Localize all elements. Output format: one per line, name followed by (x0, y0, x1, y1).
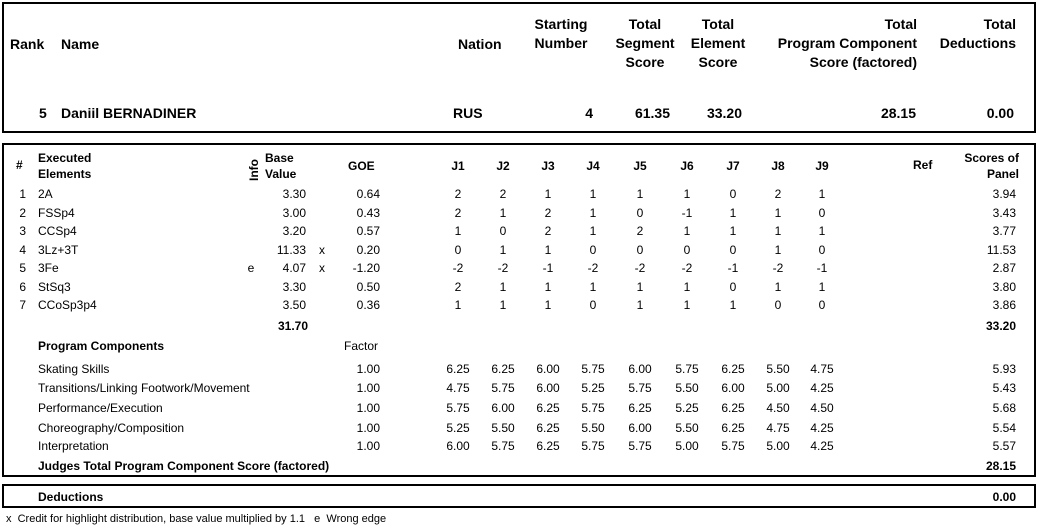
component-judge-9: 4.25 (810, 381, 834, 395)
element-score: 3.94 (992, 187, 1016, 201)
element-judge-7: 0 (729, 280, 737, 294)
element-judge-1: 0 (454, 243, 462, 257)
component-judge-3: 6.00 (536, 362, 560, 376)
total-deductions-header: Total Deductions (939, 16, 1016, 51)
elements-score-total: 33.20 (985, 319, 1016, 333)
deductions-value: 0.00 (992, 490, 1016, 504)
element-judge-7: 0 (729, 187, 737, 201)
executed-elements-header: Executed Elements (38, 151, 92, 181)
element-judge-7: 1 (729, 298, 737, 312)
judge-header-9: J9 (815, 159, 829, 173)
element-goe: 0.50 (356, 280, 380, 294)
component-judge-2: 5.75 (491, 439, 515, 453)
element-judge-9: 1 (818, 224, 826, 238)
nation-header: Nation (458, 36, 502, 52)
component-judge-9: 4.25 (810, 421, 834, 435)
element-judge-2: 0 (499, 224, 507, 238)
element-base-value: 3.30 (282, 280, 306, 294)
ref-header: Ref (913, 158, 933, 172)
judge-header-2: J2 (496, 159, 510, 173)
component-factor: 1.00 (356, 381, 380, 395)
name-header: Name (61, 36, 100, 52)
element-judge-5: 1 (636, 187, 644, 201)
element-judge-9: 1 (818, 187, 826, 201)
info-header: Info (247, 159, 261, 181)
element-base-value: 3.00 (282, 206, 306, 220)
component-judge-9: 4.75 (810, 362, 834, 376)
element-judge-6: -1 (681, 206, 693, 220)
component-score: 5.68 (992, 401, 1016, 415)
element-name: 3Fe (38, 261, 59, 275)
program-components-header: Program Components (38, 339, 165, 353)
element-num: 6 (19, 280, 26, 294)
component-judge-7: 6.25 (721, 401, 745, 415)
skater-starting-number: 4 (585, 105, 593, 121)
element-judge-5: 1 (636, 280, 644, 294)
element-base-value: 3.50 (282, 298, 306, 312)
element-judge-4: 0 (589, 298, 597, 312)
component-judge-4: 5.50 (581, 421, 605, 435)
element-judge-5: 0 (636, 206, 644, 220)
skater-nation: RUS (453, 105, 483, 121)
component-score: 5.43 (992, 381, 1016, 395)
element-judge-4: 1 (589, 206, 597, 220)
element-judge-5: 0 (636, 243, 644, 257)
element-goe: 0.64 (356, 187, 380, 201)
element-judge-1: 2 (454, 280, 462, 294)
element-judge-6: -2 (681, 261, 693, 275)
element-goe: 0.36 (356, 298, 380, 312)
element-judge-6: 1 (683, 224, 691, 238)
component-judge-8: 5.00 (766, 439, 790, 453)
element-judge-4: 1 (589, 224, 597, 238)
element-judge-3: 2 (544, 206, 552, 220)
element-score: 3.86 (992, 298, 1016, 312)
element-judge-4: -2 (587, 261, 599, 275)
element-score: 3.77 (992, 224, 1016, 238)
element-base-value: 3.30 (282, 187, 306, 201)
element-judge-2: 1 (499, 298, 507, 312)
component-judge-7: 6.00 (721, 381, 745, 395)
component-name: Choreography/Composition (38, 421, 185, 435)
element-judge-1: 1 (454, 224, 462, 238)
component-judge-1: 6.25 (446, 362, 470, 376)
element-name: 3Lz+3T (38, 243, 79, 257)
element-judge-8: 1 (774, 243, 782, 257)
element-judge-1: 1 (454, 298, 462, 312)
element-num: 7 (19, 298, 26, 312)
component-judge-6: 5.00 (675, 439, 699, 453)
component-judge-3: 6.25 (536, 439, 560, 453)
element-info: e (247, 261, 255, 275)
component-factor: 1.00 (356, 439, 380, 453)
element-goe: 0.43 (356, 206, 380, 220)
judge-header-3: J3 (541, 159, 555, 173)
element-x-mark: x (319, 261, 325, 275)
component-judge-9: 4.25 (810, 439, 834, 453)
element-judge-1: 2 (454, 187, 462, 201)
component-judge-4: 5.75 (581, 401, 605, 415)
component-judge-3: 6.00 (536, 381, 560, 395)
element-name: CCSp4 (38, 224, 77, 238)
judge-header-7: J7 (726, 159, 740, 173)
skater-total-pcs: 28.15 (880, 105, 916, 121)
element-base-value: 11.33 (276, 243, 306, 257)
element-judge-9: 0 (818, 243, 826, 257)
element-judge-8: 1 (774, 224, 782, 238)
element-name: FSSp4 (38, 206, 75, 220)
element-judge-2: 1 (499, 243, 507, 257)
component-name: Skating Skills (38, 362, 110, 376)
element-judge-3: -1 (542, 261, 554, 275)
element-judge-2: 1 (499, 280, 507, 294)
component-judge-6: 5.50 (675, 421, 699, 435)
component-judge-1: 5.75 (446, 401, 470, 415)
judge-header-4: J4 (586, 159, 600, 173)
element-judge-4: 0 (589, 243, 597, 257)
element-judge-8: -2 (772, 261, 784, 275)
element-judge-1: 2 (454, 206, 462, 220)
component-judge-7: 5.75 (721, 439, 745, 453)
component-judge-5: 5.75 (628, 381, 652, 395)
element-judge-6: 1 (683, 280, 691, 294)
element-judge-8: 1 (774, 280, 782, 294)
element-judge-8: 0 (774, 298, 782, 312)
component-judge-4: 5.75 (581, 362, 605, 376)
element-judge-9: 1 (818, 280, 826, 294)
component-factor: 1.00 (356, 401, 380, 415)
element-goe: 0.20 (356, 243, 380, 257)
component-judge-3: 6.25 (536, 421, 560, 435)
elements-base-value-total: 31.70 (277, 319, 308, 333)
scores-of-panel-header: Scores of Panel (964, 151, 1019, 181)
element-base-value: 4.07 (282, 261, 306, 275)
component-judge-8: 4.50 (766, 401, 790, 415)
pc-total-label: Judges Total Program Component Score (factored) (38, 459, 330, 473)
element-score: 3.80 (992, 280, 1016, 294)
component-score: 5.93 (992, 362, 1016, 376)
component-judge-8: 4.75 (766, 421, 790, 435)
starting-number-header: Starting Number (534, 16, 588, 51)
judge-header-5: J5 (633, 159, 647, 173)
element-judge-3: 1 (544, 280, 552, 294)
num-header: # (16, 158, 23, 172)
total-segment-score-header: Total Segment Score (615, 16, 675, 70)
element-judge-4: 1 (589, 280, 597, 294)
component-judge-4: 5.25 (581, 381, 605, 395)
goe-header: GOE (348, 159, 375, 173)
component-judge-2: 5.75 (491, 381, 515, 395)
component-judge-2: 5.50 (491, 421, 515, 435)
component-judge-7: 6.25 (721, 421, 745, 435)
component-judge-1: 5.25 (446, 421, 470, 435)
element-judge-7: 1 (729, 224, 737, 238)
element-judge-6: 1 (683, 298, 691, 312)
element-judge-9: 0 (818, 206, 826, 220)
skater-rank: 5 (39, 105, 47, 121)
element-judge-7: -1 (727, 261, 739, 275)
component-judge-2: 6.25 (491, 362, 515, 376)
element-name: StSq3 (38, 280, 71, 294)
element-score: 11.53 (986, 243, 1016, 257)
element-judge-3: 1 (544, 298, 552, 312)
component-judge-6: 5.50 (675, 381, 699, 395)
skater-total-element-score: 33.20 (706, 105, 742, 121)
skater-total-deductions: 0.00 (986, 105, 1014, 121)
element-judge-7: 1 (729, 206, 737, 220)
rank-header: Rank (10, 36, 45, 52)
element-judge-6: 0 (683, 243, 691, 257)
element-judge-5: 2 (636, 224, 644, 238)
component-judge-8: 5.50 (766, 362, 790, 376)
component-judge-9: 4.50 (810, 401, 834, 415)
total-pcs-header: Total Program Component Score (factored) (777, 16, 917, 70)
factor-header: Factor (344, 339, 379, 353)
component-judge-8: 5.00 (766, 381, 790, 395)
component-judge-5: 6.00 (628, 421, 652, 435)
component-judge-1: 6.00 (446, 439, 470, 453)
element-judge-5: -2 (634, 261, 646, 275)
element-goe: 0.57 (356, 224, 380, 238)
component-judge-5: 6.25 (628, 401, 652, 415)
component-judge-6: 5.25 (675, 401, 699, 415)
element-judge-1: -2 (452, 261, 464, 275)
component-judge-5: 5.75 (628, 439, 652, 453)
deductions-box (2, 484, 1036, 508)
element-goe: -1.20 (352, 261, 380, 275)
element-judge-5: 1 (636, 298, 644, 312)
element-judge-3: 1 (544, 187, 552, 201)
component-judge-7: 6.25 (721, 362, 745, 376)
component-judge-5: 6.00 (628, 362, 652, 376)
skater-total-segment-score: 61.35 (634, 105, 670, 121)
element-judge-4: 1 (589, 187, 597, 201)
component-judge-3: 6.25 (536, 401, 560, 415)
element-num: 4 (19, 243, 26, 257)
element-name: CCoSp3p4 (38, 298, 97, 312)
element-judge-8: 1 (774, 206, 782, 220)
pc-total-score: 28.15 (985, 459, 1016, 473)
footnote: x Credit for highlight distribution, base value multiplied by 1.1 e Wrong edge (6, 513, 387, 525)
component-judge-1: 4.75 (446, 381, 470, 395)
element-judge-3: 2 (544, 224, 552, 238)
judge-header-1: J1 (451, 159, 465, 173)
skater-name: Daniil BERNADINER (61, 105, 197, 121)
element-x-mark: x (319, 243, 325, 257)
component-score: 5.54 (992, 421, 1016, 435)
component-name: Transitions/Linking Footwork/Movement (38, 381, 250, 395)
element-name: 2A (38, 187, 53, 201)
component-score: 5.57 (992, 439, 1016, 453)
deductions-label: Deductions (38, 490, 104, 504)
judge-header-6: J6 (680, 159, 694, 173)
element-judge-9: -1 (816, 261, 828, 275)
element-judge-2: -2 (497, 261, 509, 275)
base-value-header: Base Value (265, 151, 297, 181)
element-base-value: 3.20 (282, 224, 306, 238)
element-num: 2 (19, 206, 26, 220)
element-num: 1 (19, 187, 26, 201)
element-judge-2: 1 (499, 206, 507, 220)
element-num: 3 (19, 224, 26, 238)
component-factor: 1.00 (356, 421, 380, 435)
element-judge-3: 1 (544, 243, 552, 257)
element-score: 2.87 (992, 261, 1016, 275)
component-judge-2: 6.00 (491, 401, 515, 415)
total-element-score-header: Total Element Score (690, 16, 746, 70)
element-judge-7: 0 (729, 243, 737, 257)
component-name: Performance/Execution (38, 401, 163, 415)
element-judge-6: 1 (683, 187, 691, 201)
element-score: 3.43 (992, 206, 1016, 220)
element-judge-2: 2 (499, 187, 507, 201)
component-judge-6: 5.75 (675, 362, 699, 376)
component-judge-4: 5.75 (581, 439, 605, 453)
component-name: Interpretation (38, 439, 109, 453)
component-factor: 1.00 (356, 362, 380, 376)
judge-header-8: J8 (771, 159, 785, 173)
element-judge-9: 0 (818, 298, 826, 312)
element-num: 5 (19, 261, 26, 275)
element-judge-8: 2 (774, 187, 782, 201)
